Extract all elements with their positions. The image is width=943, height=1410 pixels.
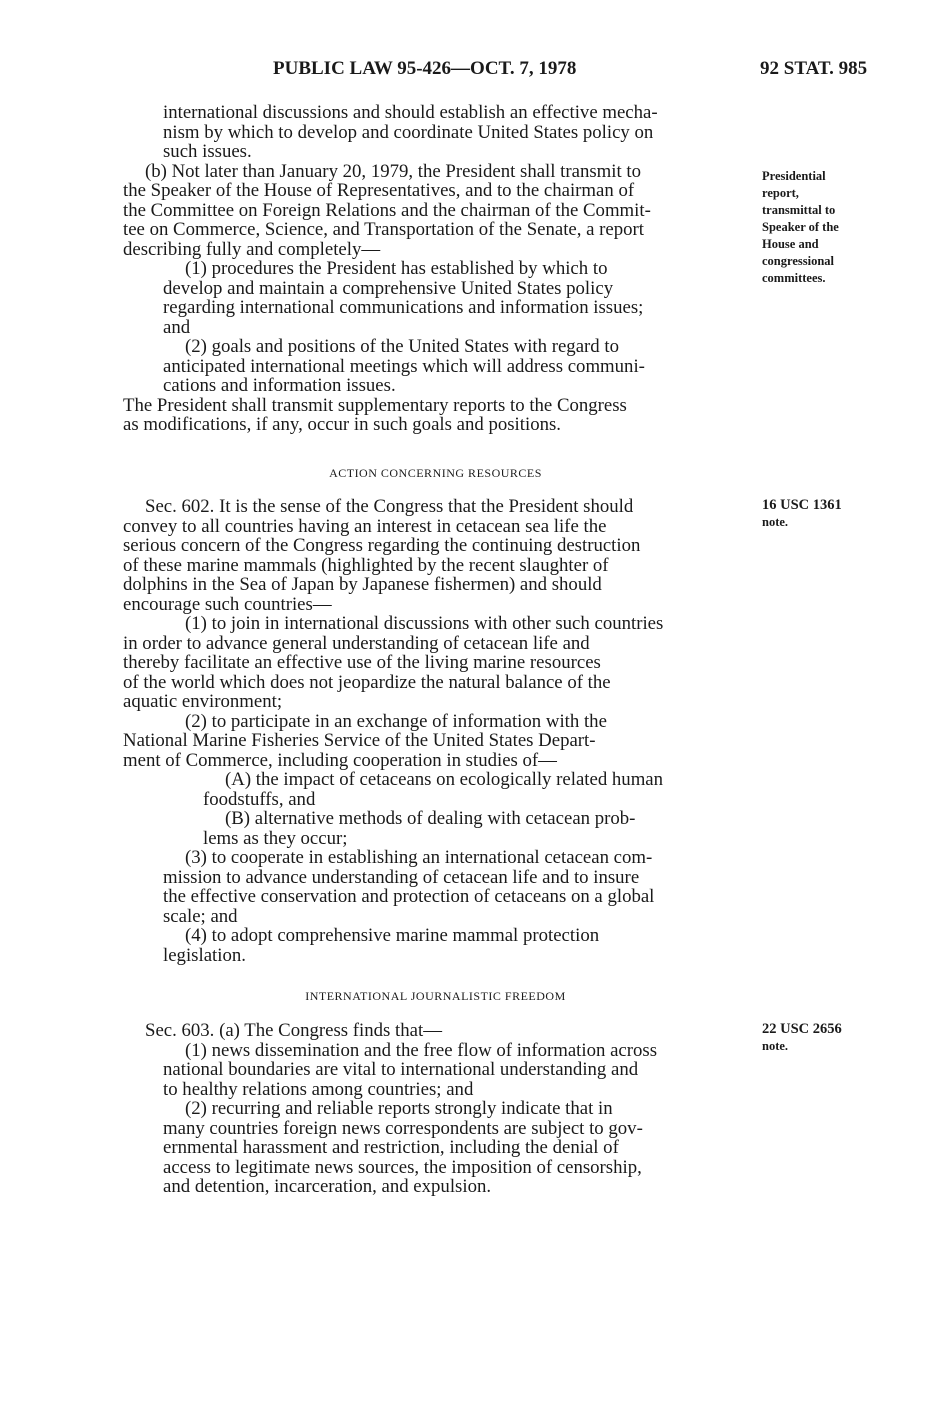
margin-note-line: transmittal to (762, 203, 836, 217)
text-line: serious concern of the Congress regarding the continuing destruction (123, 535, 641, 556)
text-line: access to legitimate news sources, the imposition of censorship, (163, 1156, 642, 1178)
text-line: mission to advance understanding of cetacean life and to insure (163, 866, 640, 888)
margin-note-citation: 16 USC 1361 (762, 497, 842, 513)
text-line: nism by which to develop and coordinate United States policy on (163, 121, 654, 143)
paragraph-4: (4) to adopt comprehensive marine mammal protection (185, 925, 600, 946)
text-line: encourage such countries— (123, 593, 332, 615)
text-line: aquatic environment; (123, 691, 283, 712)
text-line: of these marine mammals (highlighted by the recent slaughter of (123, 554, 609, 576)
margin-note-line: Presidential (762, 169, 826, 183)
paragraph-1: (1) news dissemination and the free flow of information across (185, 1039, 658, 1061)
text-line: thereby facilitate an effective use of the living marine resources (123, 652, 601, 673)
text-line: foodstuffs, and (203, 788, 316, 810)
text-line: dolphins in the Sea of Japan by Japanese fishermen) and should (123, 574, 602, 595)
text-line: of the world which does not jeopardize the natural balance of the (123, 671, 611, 693)
text-line: anticipated international meetings which will address communi- (163, 355, 645, 377)
paragraph-2: (2) recurring and reliable reports strongly indicate that in (185, 1098, 613, 1119)
subparagraph-a: (A) the impact of cetaceans on ecologically related human (225, 769, 664, 790)
text-line: tee on Commerce, Science, and Transportation of the Senate, a report (123, 219, 645, 240)
margin-note-16-usc-1361 (762, 497, 932, 531)
margin-note-presidential-report (762, 168, 932, 287)
text-line: the Committee on Foreign Relations and the chairman of the Commit- (123, 199, 651, 221)
text-line: regarding international communications and information issues; (163, 297, 644, 318)
text-line: international discussions and should establish an effective mecha- (163, 102, 658, 123)
subsection-b: (b) Not later than January 20, 1979, the President shall transmit to (145, 160, 642, 182)
section-602 (123, 497, 748, 965)
margin-note-22-usc-2656 (762, 1021, 932, 1055)
text-line: legislation. (163, 944, 246, 966)
margin-note-citation: 22 USC 2656 (762, 1021, 842, 1037)
margin-note-line: House and (762, 237, 819, 251)
margin-note-line: report, (762, 186, 799, 200)
text-line: scale; and (163, 905, 238, 927)
text-line: ernmental harassment and restriction, including the denial of (163, 1137, 619, 1158)
section-heading-602: ACTION CONCERNING RESOURCES (329, 466, 542, 480)
subparagraph-b: (B) alternative methods of dealing with cetacean prob- (225, 808, 636, 829)
margin-note-line: note. (762, 1039, 789, 1053)
page-header-title: PUBLIC LAW 95-426—OCT. 7, 1978 (273, 58, 577, 79)
paragraph-2: (2) goals and positions of the United States with regard to (185, 336, 619, 357)
paragraph-1: (1) to join in international discussions with other such countries (185, 613, 664, 634)
section-601-continuation (123, 103, 748, 435)
margin-note-line: Speaker of the (762, 220, 839, 234)
text-line: National Marine Fisheries Service of the United States Depart- (123, 730, 596, 751)
text-line: ment of Commerce, including cooperation in studies of— (123, 749, 557, 771)
page-header-stat: 92 STAT. 985 (760, 58, 868, 79)
text-line: and (163, 316, 191, 338)
text-line: national boundaries are vital to international understanding and (163, 1059, 639, 1080)
text-line: to healthy relations among countries; and (163, 1078, 474, 1100)
text-line: such issues. (163, 141, 252, 162)
closing-text: as modifications, if any, occur in such goals and positions. (123, 414, 561, 435)
text-line: the effective conservation and protection of cetaceans on a global (163, 886, 655, 907)
section-603-lead: Sec. 603. (a) The Congress finds that— (145, 1020, 442, 1041)
closing-text: The President shall transmit supplementary reports to the Congress (123, 394, 627, 416)
paragraph-1: (1) procedures the President has established by which to (185, 258, 608, 279)
paragraph-3: (3) to cooperate in establishing an international cetacean com- (185, 847, 653, 868)
margin-note-line: congressional (762, 254, 834, 268)
text-line: cations and information issues. (163, 375, 396, 396)
text-line: the Speaker of the House of Representatives, and to the chairman of (123, 180, 635, 201)
text-line: describing fully and completely— (123, 238, 381, 260)
section-603 (123, 1021, 748, 1197)
text-line: in order to advance general understanding of cetacean life and (123, 632, 590, 654)
text-line: lems as they occur; (203, 827, 348, 849)
text-line: develop and maintain a comprehensive United States policy (163, 277, 614, 299)
text-line: and detention, incarceration, and expulsion. (163, 1176, 492, 1197)
margin-note-line: committees. (762, 271, 826, 285)
margin-note-line: note. (762, 515, 789, 529)
section-heading-603: INTERNATIONAL JOURNALISTIC FREEDOM (305, 989, 566, 1003)
section-602-lead: Sec. 602. It is the sense of the Congress that the President should (145, 496, 634, 517)
text-line: convey to all countries having an interest in cetacean sea life the (123, 515, 607, 537)
text-line: many countries foreign news correspondents are subject to gov- (163, 1117, 643, 1139)
paragraph-2: (2) to participate in an exchange of information with the (185, 710, 607, 732)
